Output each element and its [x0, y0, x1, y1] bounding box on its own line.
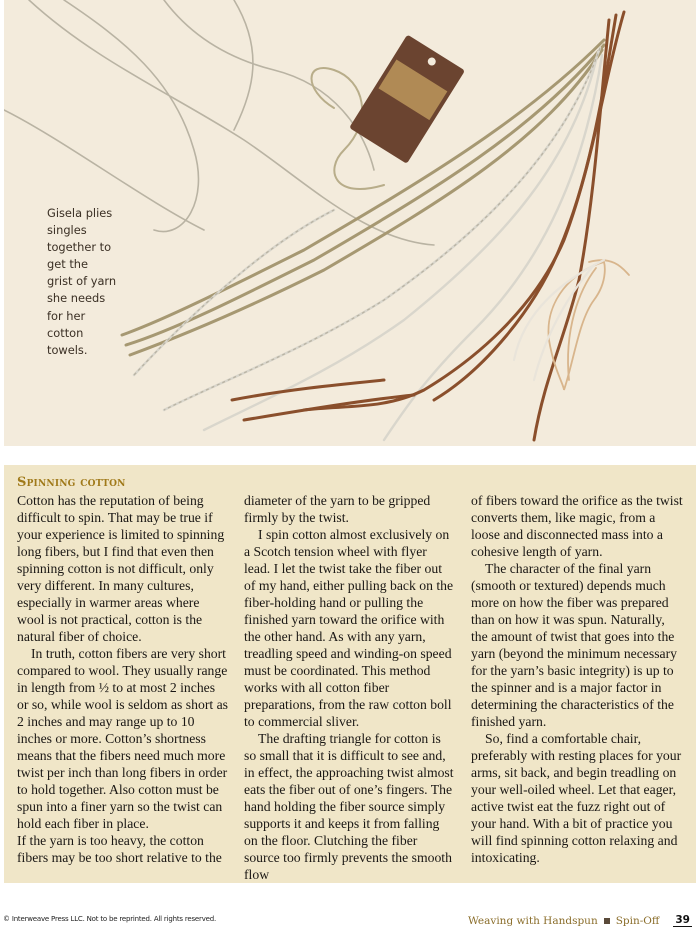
paragraph: If the yarn is too heavy, the cotton fibers may be too short relative to the [17, 833, 222, 865]
text-column-2 [244, 492, 456, 883]
paragraph: of fibers toward the orifice as the twist converts them, like magic, from a loose and disconnected mass into a cohesive length of yarn. [471, 493, 683, 559]
square-bullet-icon [604, 918, 610, 924]
page-footer [468, 914, 692, 927]
paragraph: The drafting triangle for cotton is so small that it is difficult to see and, in effect, the approaching twist almost eats the fiber out of one’s fingers. The hand holding the fiber source simply supports it and keeps it from falling on the floor. Clutching the fiber source too firmly prevents the smooth flow [244, 731, 454, 882]
sidebar-heading: Spinning cotton [17, 475, 126, 490]
page-number: 39 [675, 914, 690, 926]
magazine-name: Spin-Off [615, 914, 660, 927]
paragraph: diameter of the yarn to be gripped firmly by the twist. [244, 493, 431, 525]
photo-caption: Gisela plies singles together to get the grist of yarn she needs for her cotton towels. [47, 206, 117, 357]
spinning-cotton-sidebar [4, 465, 696, 883]
paragraph: I spin cotton almost exclusively on a Scotch tension wheel with flyer lead. I let the twist take the fiber out of my hand, either pulling back on the fiber-holding hand or pulling the finished yarn toward the orifice with the other hand. As with any yarn, treadling speed and winding-on speed must be coordinated. This method works with all cotton fiber preparations, from the raw cotton boll to commercial sliver. [244, 527, 454, 729]
paragraph: The character of the final yarn (smooth or textured) depends much more on how the fiber was prepared than on how it was spun. Naturally, the amount of twist that goes into the yarn (beyond the minimum necessary for the yarn’s basic integrity) is up to the spinner and is a major factor in determining the characteristics of the finished yarn. [471, 561, 678, 729]
paragraph: Cotton has the reputation of being difficult to spin. That may be true if your experience is limited to spinning long fibers, but I find that even then spinning cotton is not difficult, only very different. In many cultures, especially in warmer areas where wool is not practical, cotton is the natural fiber of choice. [17, 493, 225, 644]
text-column-1 [17, 492, 229, 866]
paragraph: In truth, cotton fibers are very short compared to wool. They usually range in length from ½ to at most 2 inches or so, while wool is seldom as short as 2 inches and may range up to 10 inches or more. Cotton’s shortness means that the fibers need much more twist per inch than long fibers in order to hold together. Also cotton must be spun into a finer yarn so the twist can hold each fiber in place. [17, 646, 229, 831]
copyright-notice: © Interweave Press LLC. Not to be reprinted. All rights reserved. [3, 915, 217, 923]
wooden-bobbin [349, 35, 465, 164]
paragraph: So, find a comfortable chair, preferably with resting places for your arms, sit back, and begin treadling on your well-oiled wheel. Let that eager, active twist eat the fuzz right out of your hand. With a bit of practice you will find spinning cotton relaxing and intoxicating. [471, 731, 682, 865]
yarn-photo [4, 0, 696, 446]
text-column-3 [471, 492, 683, 866]
publication-title: Weaving with Handspun [467, 914, 598, 927]
